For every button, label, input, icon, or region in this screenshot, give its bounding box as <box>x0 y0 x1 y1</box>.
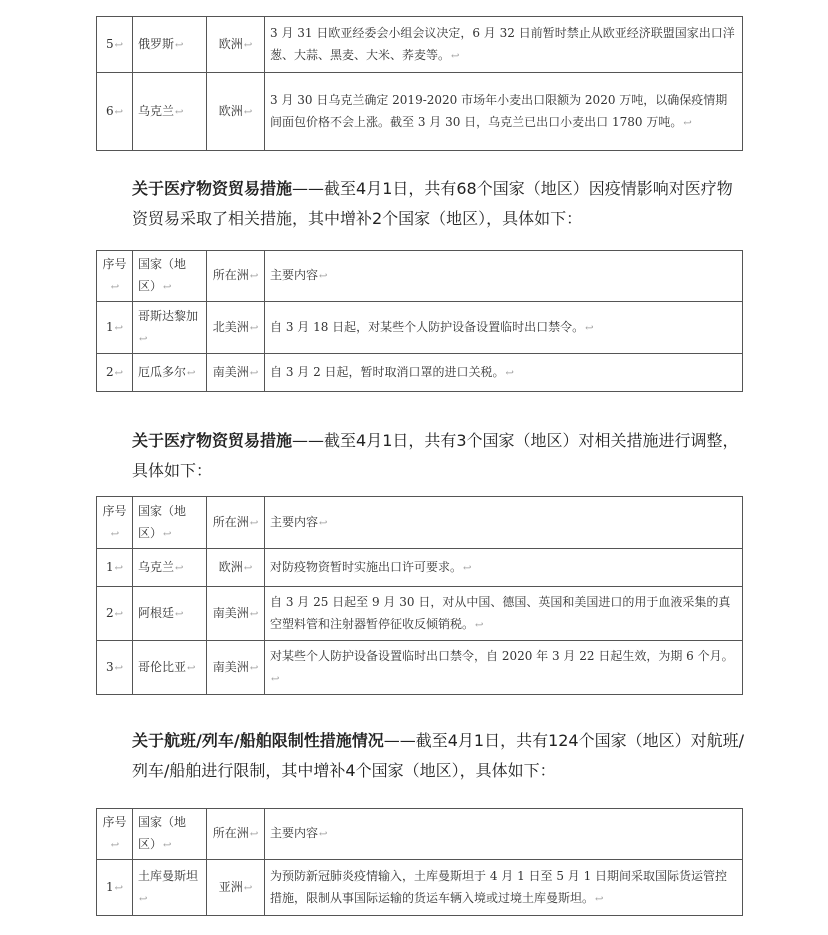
content-cell: 对防疫物资暂时实施出口许可要求。↩ <box>265 549 743 587</box>
row-number-cell: 5↩ <box>97 17 133 73</box>
export-measures-table <box>96 16 743 151</box>
header-continent: 所在洲↩ <box>207 809 265 860</box>
table-row <box>97 302 743 354</box>
country-cell: 厄瓜多尔↩ <box>133 354 207 392</box>
country-cell: 乌克兰↩ <box>133 73 207 151</box>
content-cell: 为预防新冠肺炎疫情输入，土库曼斯坦于 4 月 1 日至 5 月 1 日期间采取国际货运管控措施，限制从事国际运输的货运车辆入境或过境土库曼斯坦。↩ <box>265 860 743 916</box>
medical-adjust-paragraph <box>96 426 746 486</box>
header-number: 序号↩ <box>97 251 133 302</box>
header-continent: 所在洲↩ <box>207 497 265 549</box>
content-cell: 自 3 月 18 日起，对某些个人防护设备设置临时出口禁令。↩ <box>265 302 743 354</box>
row-number-cell: 1↩ <box>97 549 133 587</box>
table-row <box>97 860 743 916</box>
table-header-row <box>97 497 743 549</box>
row-number-cell: 2↩ <box>97 587 133 641</box>
table-row <box>97 73 743 151</box>
header-country: 国家（地区）↩ <box>133 809 207 860</box>
row-number-cell: 2↩ <box>97 354 133 392</box>
table-header-row <box>97 809 743 860</box>
content-cell: 3 月 31 日欧亚经委会小组会议决定，6 月 32 日前暂时禁止从欧亚经济联盟国家出口洋葱、大蒜、黑麦、大米、荞麦等。↩ <box>265 17 743 73</box>
header-content: 主要内容↩ <box>265 497 743 549</box>
header-continent: 所在洲↩ <box>207 251 265 302</box>
table-row <box>97 641 743 695</box>
content-cell: 3 月 30 日乌克兰确定 2019-2020 市场年小麦出口限额为 2020 万吨，以确保疫情期间面包价格不会上涨。截至 3 月 30 日，乌克兰已出口小麦出口 1780 万吨。↩ <box>265 73 743 151</box>
section-text: ——截至4月1日，共有68个国家（地区）因疫情影响对医疗物资贸易采取了相关措施，其中增补2个国家（地区），具体如下： <box>132 179 733 228</box>
content-cell: 自 3 月 25 日起至 9 月 30 日，对从中国、德国、英国和美国进口的用于血液采集的真空塑料管和注射器暂停征收反倾销税。↩ <box>265 587 743 641</box>
medical-trade-paragraph <box>96 174 746 234</box>
header-content: 主要内容↩ <box>265 809 743 860</box>
continent-cell: 北美洲↩ <box>207 302 265 354</box>
country-cell: 阿根廷↩ <box>133 587 207 641</box>
continent-cell: 欧洲↩ <box>207 73 265 151</box>
section-text: ——截至4月1日，共有3个国家（地区）对相关措施进行调整，具体如下： <box>132 431 739 480</box>
section-text: ——截至4月1日，共有124个国家（地区）对航班/列车/船舶进行限制，其中增补4个国家（地区），具体如下： <box>132 731 744 780</box>
continent-cell: 南美洲↩ <box>207 641 265 695</box>
header-country: 国家（地区）↩ <box>133 497 207 549</box>
table-row <box>97 549 743 587</box>
country-cell: 俄罗斯↩ <box>133 17 207 73</box>
header-number: 序号↩ <box>97 809 133 860</box>
section-heading: 关于医疗物资贸易措施 <box>132 431 293 450</box>
transport-restriction-table <box>96 808 743 916</box>
row-number-cell: 6↩ <box>97 73 133 151</box>
row-number-cell: 1↩ <box>97 302 133 354</box>
medical-adjust-table <box>96 496 743 695</box>
country-cell: 土库曼斯坦↩ <box>133 860 207 916</box>
continent-cell: 南美洲↩ <box>207 587 265 641</box>
table-header-row <box>97 251 743 302</box>
continent-cell: 亚洲↩ <box>207 860 265 916</box>
row-number-cell: 1↩ <box>97 860 133 916</box>
country-cell: 哥伦比亚↩ <box>133 641 207 695</box>
continent-cell: 欧洲↩ <box>207 549 265 587</box>
row-number-cell: 3↩ <box>97 641 133 695</box>
section-heading: 关于航班/列车/船舶限制性措施情况 <box>132 731 384 750</box>
country-cell: 乌克兰↩ <box>133 549 207 587</box>
header-content: 主要内容↩ <box>265 251 743 302</box>
content-cell: 自 3 月 2 日起，暂时取消口罩的进口关税。↩ <box>265 354 743 392</box>
content-cell: 对某些个人防护设备设置临时出口禁令，自 2020 年 3 月 22 日起生效，为期 6 个月。↩ <box>265 641 743 695</box>
table-row <box>97 354 743 392</box>
header-number: 序号↩ <box>97 497 133 549</box>
country-cell: 哥斯达黎加↩ <box>133 302 207 354</box>
continent-cell: 欧洲↩ <box>207 17 265 73</box>
table-row <box>97 17 743 73</box>
transport-restriction-paragraph <box>96 726 746 786</box>
table-row <box>97 587 743 641</box>
header-country: 国家（地区）↩ <box>133 251 207 302</box>
medical-trade-table <box>96 250 743 392</box>
continent-cell: 南美洲↩ <box>207 354 265 392</box>
section-heading: 关于医疗物资贸易措施 <box>132 179 293 198</box>
